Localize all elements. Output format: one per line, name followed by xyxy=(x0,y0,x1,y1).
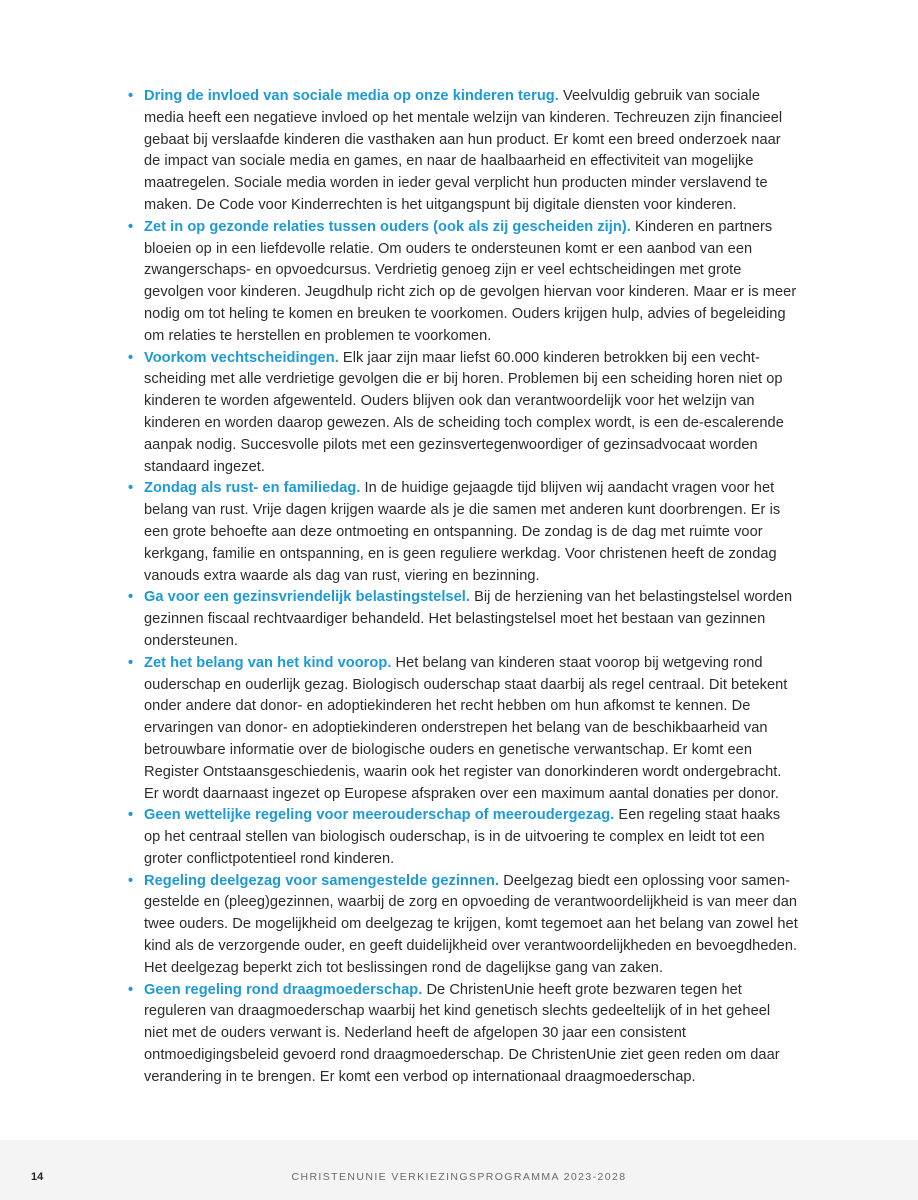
item-title: Regeling deelgezag voor samengestelde gezinnen. xyxy=(144,872,500,889)
item-title: Zet het belang van het kind voorop. xyxy=(144,654,392,671)
item-body: Bij de herziening van het belastingstelsel worden gezinnen fiscaal rechtvaardiger behandeld. Het belastingstelsel moet het bestaan van gezinnen ondersteunen. xyxy=(144,589,793,649)
item-body: De ChristenUnie heeft grote bezwaren tegen het reguleren van draagmoederschap waarbij het kind genetisch slechts gedeeltelijk of in het geheel niet met de ouders verwant is. Nederland heeft de afgelopen 30 jaar een consistent ontmoedigingsbeleid gevoerd rond draagmoederschap. De ChristenUnie ziet geen reden om daar verandering in te brengen. Er komt een verbod op internationaal draagmoederschap. xyxy=(144,981,780,1085)
bullet-icon: • xyxy=(128,807,134,824)
footer-band xyxy=(0,1140,918,1200)
bullet-icon: • xyxy=(128,981,134,998)
item-title: Dring de invloed van sociale media op onze kinderen terug. xyxy=(144,88,559,104)
footer-title: CHRISTENUNIE VERKIEZINGSPROGRAMMA 2023-2028 xyxy=(291,1171,627,1183)
bullet-icon: • xyxy=(128,480,134,497)
item-title: Ga voor een gezinsvriendelijk belastingstelsel. xyxy=(144,589,470,606)
bullet-list xyxy=(128,86,798,1089)
item-body: Elk jaar zijn maar liefst 60.000 kinderen betrokken bij een vechtscheiding met alle verdrietige gevolgen die er bij horen. Problemen bij een scheiding horen niet op kinderen te worden afgewenteld. Ouders blijven ook dan verantwoordelijk voor het welzijn van kinderen en worden daarop gewezen. Als de scheiding toch complex wordt, is een de-escalerende aanpak nodig. Succesvolle pilots met een gezinsvertegenwoordiger of gezinsadvocaat worden standaard ingezet. xyxy=(144,349,784,475)
list-item xyxy=(128,653,798,806)
item-body: Kinderen en partners bloeien op in een liefdevolle relatie. Om ouders te ondersteunen komt er een aanbod van een zwangerschaps- en opvoedcursus. Verdrietig genoeg zijn er veel echtscheidingen met grote gevolgen voor kinderen. Jeugdhulp richt zich op de gevolgen hiervan voor kinderen. Maar er is meer nodig om tot heling te komen en breuken te voorkomen. Ouders krijgen hulp, advies of begeleiding om relaties te herstellen en problemen te voorkomen. xyxy=(144,218,797,344)
bullet-icon: • xyxy=(128,218,134,235)
list-item xyxy=(128,871,798,980)
item-body: Een regeling staat haaks op het centraal stellen van biologisch ouderschap, is in de uitvoering te complex en leidt tot een groter conflictpotentieel rond kinderen. xyxy=(144,807,781,867)
list-item xyxy=(128,805,798,870)
list-item xyxy=(128,980,798,1089)
item-body: Veelvuldig gebruik van sociale media heeft een negatieve invloed op het mentale welzijn van kinderen. Techreuzen zijn financieel gebaat bij verslaafde kinderen die vasthaken aan hun product. Er komt een breed onderzoek naar de impact van sociale media en games, en naar de haalbaarheid en effectiviteit van mogelijke maatregelen. Sociale media worden in ieder geval verplicht hun producten minder verslavend te maken. De Code voor Kinderrechten is het uitgangspunt bij digitale diensten voor kinderen. xyxy=(144,88,783,213)
item-body: Het belang van kinderen staat voorop bij wetgeving rond ouderschap en ouderlijk gezag. Biologisch ouderschap staat daarbij als regel centraal. Dit betekent onder andere dat donor- en adoptiekinderen het recht hebben om hun afkomst te kennen. De ervaringen van donor- en adoptiekinderen onderstrepen het belang van de beschikbaarheid van betrouwbare informatie over de biologische ouders en genetische verwantschap. Er komt een Register Ontstaansgeschiedenis, waarin ook het register van donorkinderen wordt ondergebracht. Er wordt daarnaast ingezet op Europese afspraken over een maximum aantal donaties per donor. xyxy=(144,654,788,802)
bullet-icon: • xyxy=(128,589,134,606)
item-title: Zondag als rust- en familiedag. xyxy=(144,480,361,497)
item-body: In de huidige gejaagde tijd blijven wij aandacht vragen voor het belang van rust. Vrije dagen krijgen waarde als je die samen met anderen kunt doorbrengen. Er is een grote behoefte aan deze ontmoeting en ontspanning. De zondag is de dag met ruimte voor kerkgang, familie en ontspanning, en is geen reguliere werkdag. Voor christenen heeft de zondag vanouds extra waarde als dag van rust, viering en bezinning. xyxy=(144,480,781,584)
bullet-icon: • xyxy=(128,654,134,671)
list-item xyxy=(128,587,798,652)
list-item xyxy=(128,348,798,479)
item-title: Geen wettelijke regeling voor meerouderschap of meeroudergezag. xyxy=(144,807,615,824)
list-item xyxy=(128,217,798,348)
item-title: Zet in op gezonde relaties tussen ouders (ook als zij gescheiden zijn). xyxy=(144,218,631,235)
bullet-icon: • xyxy=(128,349,134,366)
item-title: Voorkom vechtscheidingen. xyxy=(144,349,339,366)
list-item xyxy=(128,86,798,217)
page-number: 14 xyxy=(31,1171,44,1183)
bullet-icon: • xyxy=(128,88,134,104)
item-title: Geen regeling rond draagmoederschap. xyxy=(144,981,423,998)
bullet-icon: • xyxy=(128,872,134,889)
list-item xyxy=(128,478,798,587)
item-body: Deelgezag biedt een oplossing voor samengestelde en (pleeg)gezinnen, waarbij de zorg en opvoeding de verantwoordelijkheid is van meer dan twee ouders. De mogelijkheid om deelgezag te krijgen, komt tegemoet aan het belang van zowel het kind als de verzorgende ouder, en geeft duidelijkheid over verantwoordelijkheden en bevoegdheden. Het deelgezag beperkt zich tot beslissingen rond de dagelijkse gang van zaken. xyxy=(144,872,798,976)
